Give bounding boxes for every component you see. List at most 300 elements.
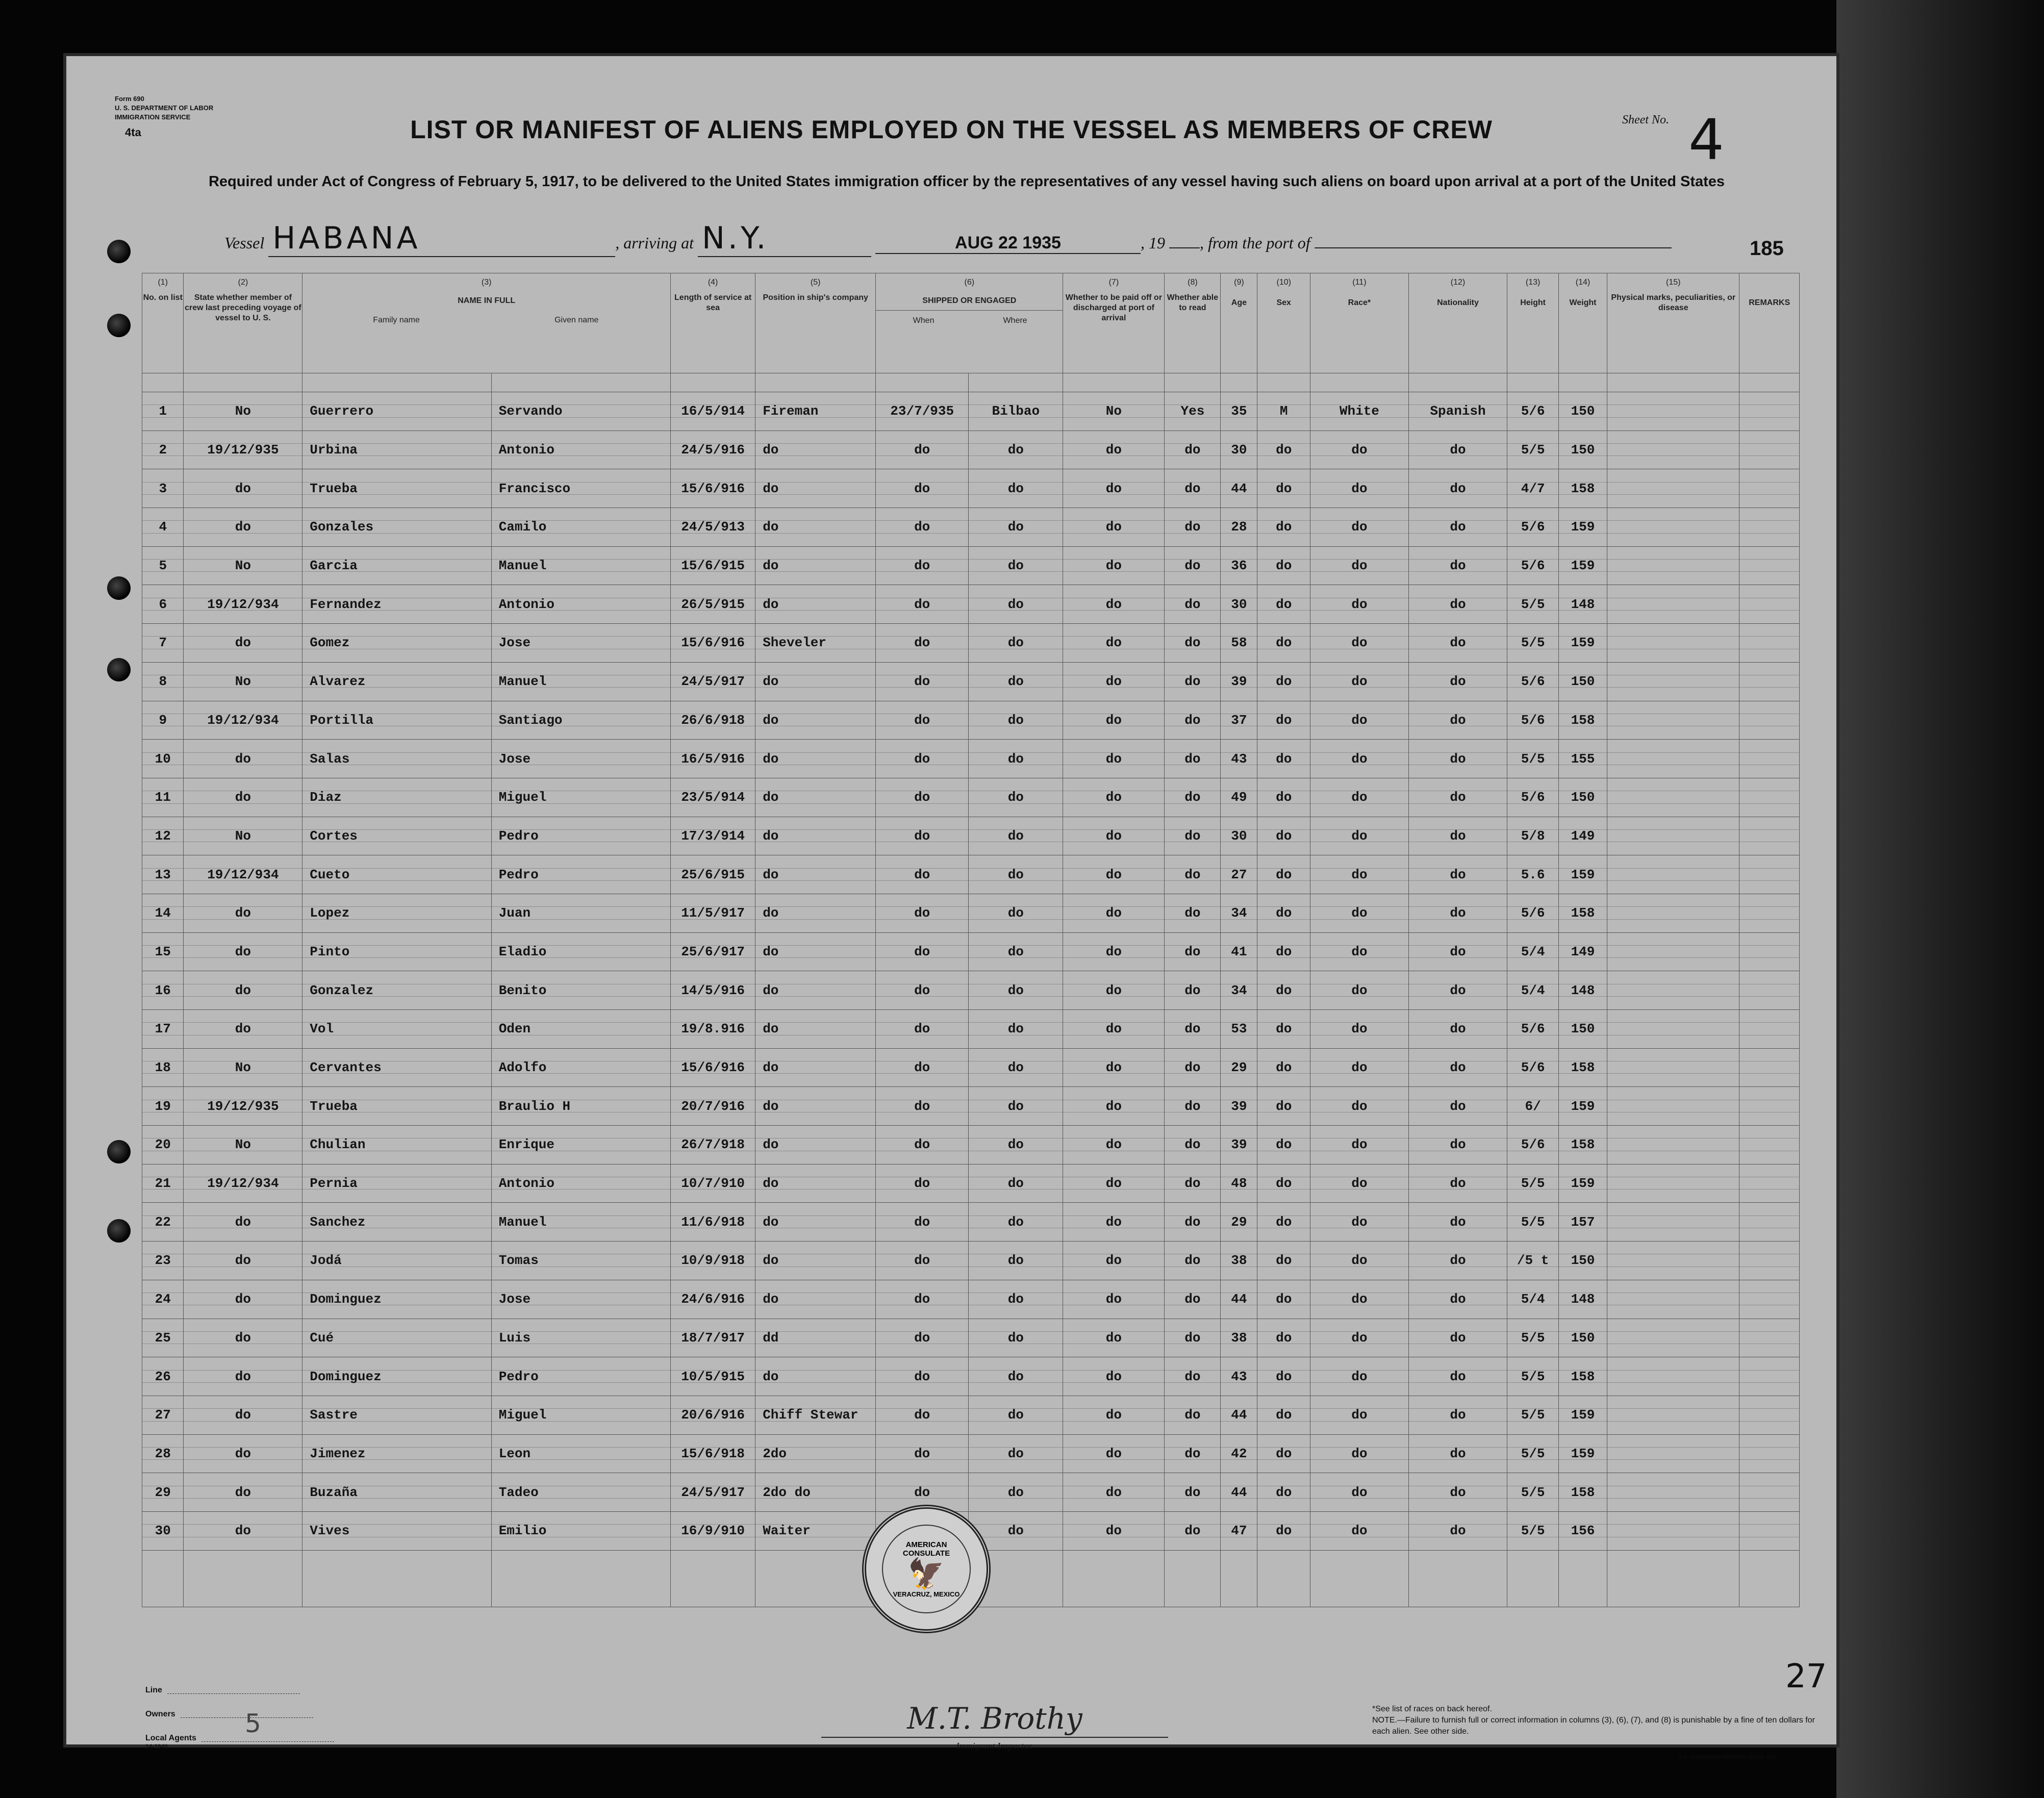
physical-marks-cell: [1607, 1048, 1739, 1087]
position-cell: Chiff Stewar: [755, 1396, 876, 1434]
race-cell: do: [1310, 855, 1409, 894]
family-name-cell: Jimenez: [302, 1434, 491, 1473]
race-cell: do: [1310, 1087, 1409, 1126]
previous-voyage-cell: No: [184, 662, 302, 701]
given-name-cell: Servando: [491, 392, 670, 431]
position-cell: do: [755, 701, 876, 740]
age-cell: 43: [1221, 1357, 1257, 1396]
shipped-when-cell: do: [876, 701, 969, 740]
given-name-cell: Emilio: [491, 1511, 670, 1550]
shipped-where-cell: do: [969, 1319, 1063, 1357]
remarks-cell: [1739, 1164, 1800, 1203]
previous-voyage-cell: do: [184, 1434, 302, 1473]
age-cell: 48: [1221, 1164, 1257, 1203]
weight-cell: 150: [1558, 1242, 1607, 1280]
remarks-cell: [1739, 1242, 1800, 1280]
length-of-service-cell: 16/5/914: [671, 392, 755, 431]
remarks-cell: [1739, 392, 1800, 431]
sex-cell: do: [1257, 624, 1310, 663]
length-of-service-cell: 26/5/915: [671, 585, 755, 624]
table-row: [142, 1357, 1800, 1396]
race-cell: do: [1310, 624, 1409, 663]
shipped-when-cell: do: [876, 624, 969, 663]
able-to-read-cell: do: [1165, 469, 1221, 508]
printing-office: U. S. GOVERNMENT PRINTING OFFICE: 1935: [1678, 1755, 1777, 1760]
paid-off-cell: do: [1063, 701, 1165, 740]
list-number-cell: 1: [142, 392, 184, 431]
paid-off-cell: do: [1063, 1511, 1165, 1550]
given-name-cell: Manuel: [491, 1203, 670, 1242]
nationality-cell: do: [1408, 585, 1507, 624]
previous-voyage-cell: 19/12/934: [184, 701, 302, 740]
shipped-where-cell: do: [969, 508, 1063, 547]
col-where: Where: [1003, 316, 1027, 325]
given-name-cell: Santiago: [491, 701, 670, 740]
list-number-cell: 23: [142, 1242, 184, 1280]
height-cell: 5/6: [1507, 392, 1559, 431]
table-row: [142, 624, 1800, 663]
family-name-cell: Cortes: [302, 817, 491, 855]
able-to-read-cell: do: [1165, 778, 1221, 817]
remarks-cell: [1739, 1010, 1800, 1049]
race-cell: do: [1310, 701, 1409, 740]
paid-off-cell: do: [1063, 1164, 1165, 1203]
col-age: (9) Age: [1221, 273, 1257, 373]
able-to-read-cell: do: [1165, 1357, 1221, 1396]
col-physical-marks: (15) Physical marks, peculiarities, or disease: [1607, 273, 1739, 373]
physical-marks-cell: [1607, 855, 1739, 894]
form-number: Form 690: [115, 95, 144, 103]
length-of-service-cell: 20/7/916: [671, 1087, 755, 1126]
able-to-read-cell: do: [1165, 971, 1221, 1010]
inspector-block: [821, 1701, 1168, 1752]
sex-cell: do: [1257, 1203, 1310, 1242]
family-name-cell: Gomez: [302, 624, 491, 663]
table-row: [142, 546, 1800, 585]
given-name-cell: Miguel: [491, 778, 670, 817]
height-cell: 5/6: [1507, 546, 1559, 585]
height-cell: /5 t: [1507, 1242, 1559, 1280]
age-cell: 34: [1221, 894, 1257, 932]
race-cell: do: [1310, 1357, 1409, 1396]
weight-cell: 155: [1558, 740, 1607, 778]
weight-cell: 159: [1558, 1087, 1607, 1126]
nationality-cell: do: [1408, 1087, 1507, 1126]
page-title: LIST OR MANIFEST OF ALIENS EMPLOYED ON THE VESSEL AS MEMBERS OF CREW: [410, 115, 1493, 144]
length-of-service-cell: 15/6/915: [671, 546, 755, 585]
family-name-cell: Gonzales: [302, 508, 491, 547]
shipped-where-cell: do: [969, 1434, 1063, 1473]
paid-off-cell: do: [1063, 546, 1165, 585]
sex-cell: do: [1257, 508, 1310, 547]
height-cell: 5/4: [1507, 971, 1559, 1010]
able-to-read-cell: do: [1165, 817, 1221, 855]
remarks-cell: [1739, 1048, 1800, 1087]
previous-voyage-cell: do: [184, 1396, 302, 1434]
remarks-cell: [1739, 546, 1800, 585]
arriving-port: N.Y.: [701, 220, 769, 256]
remarks-cell: [1739, 662, 1800, 701]
race-cell: do: [1310, 740, 1409, 778]
position-cell: do: [755, 855, 876, 894]
position-cell: do: [755, 430, 876, 469]
shipped-where-cell: do: [969, 894, 1063, 932]
previous-voyage-cell: 19/12/934: [184, 855, 302, 894]
physical-marks-cell: [1607, 701, 1739, 740]
list-number-cell: 11: [142, 778, 184, 817]
table-row: [142, 662, 1800, 701]
table-row: [142, 430, 1800, 469]
shipped-when-cell: do: [876, 1242, 969, 1280]
table-row: [142, 1242, 1800, 1280]
shipped-when-cell: do: [876, 1048, 969, 1087]
position-cell: do: [755, 508, 876, 547]
able-to-read-cell: do: [1165, 508, 1221, 547]
weight-cell: 157: [1558, 1203, 1607, 1242]
seal-bottom-text: VERACRUZ, MEXICO: [893, 1590, 960, 1598]
given-name-cell: Camilo: [491, 508, 670, 547]
physical-marks-cell: [1607, 585, 1739, 624]
paid-off-cell: do: [1063, 1280, 1165, 1319]
position-cell: do: [755, 1357, 876, 1396]
family-name-cell: Sanchez: [302, 1203, 491, 1242]
nationality-cell: do: [1408, 778, 1507, 817]
vessel-label: Vessel: [224, 234, 265, 252]
age-cell: 44: [1221, 469, 1257, 508]
weight-cell: 148: [1558, 585, 1607, 624]
previous-voyage-cell: No: [184, 546, 302, 585]
col-length-of-service: (4) Length of service at sea: [671, 273, 755, 373]
list-number-cell: 9: [142, 701, 184, 740]
page-subtitle: Required under Act of Congress of February 5, 1917, to be delivered to the United States immigration officer by the representatives of any vessel having such aliens on board upon arrival at a port of the United States: [208, 173, 1725, 190]
sex-cell: do: [1257, 1319, 1310, 1357]
sex-cell: do: [1257, 1087, 1310, 1126]
sheet-no-value: 4: [1688, 107, 1724, 172]
shipped-where-cell: do: [969, 585, 1063, 624]
shipped-when-cell: do: [876, 894, 969, 932]
previous-voyage-cell: do: [184, 1242, 302, 1280]
weight-cell: 150: [1558, 1319, 1607, 1357]
age-cell: 44: [1221, 1280, 1257, 1319]
shipped-where-cell: do: [969, 817, 1063, 855]
height-cell: 5/5: [1507, 1396, 1559, 1434]
able-to-read-cell: do: [1165, 1242, 1221, 1280]
paid-off-cell: do: [1063, 778, 1165, 817]
list-number-cell: 21: [142, 1164, 184, 1203]
length-of-service-cell: 24/5/916: [671, 430, 755, 469]
table-row: [142, 1048, 1800, 1087]
height-cell: 5/6: [1507, 894, 1559, 932]
able-to-read-cell: do: [1165, 1010, 1221, 1049]
family-name-cell: Vol: [302, 1010, 491, 1049]
paid-off-cell: do: [1063, 1048, 1165, 1087]
paid-off-cell: do: [1063, 1357, 1165, 1396]
position-cell: do: [755, 1280, 876, 1319]
page-number: 185: [1750, 237, 1784, 260]
race-cell: do: [1310, 1396, 1409, 1434]
weight-cell: 150: [1558, 778, 1607, 817]
paid-off-cell: do: [1063, 1473, 1165, 1512]
shipped-when-cell: do: [876, 1164, 969, 1203]
weight-cell: 150: [1558, 662, 1607, 701]
position-cell: do: [755, 740, 876, 778]
physical-marks-cell: [1607, 1087, 1739, 1126]
length-of-service-cell: 18/7/917: [671, 1319, 755, 1357]
remarks-cell: [1739, 894, 1800, 932]
nationality-cell: do: [1408, 662, 1507, 701]
height-cell: 5/5: [1507, 1319, 1559, 1357]
list-number-cell: 19: [142, 1087, 184, 1126]
shipped-when-cell: do: [876, 778, 969, 817]
nationality-cell: Spanish: [1408, 392, 1507, 431]
given-name-cell: Francisco: [491, 469, 670, 508]
length-of-service-cell: 14/5/916: [671, 971, 755, 1010]
shipped-when-cell: do: [876, 971, 969, 1010]
race-cell: do: [1310, 430, 1409, 469]
table-row: [142, 817, 1800, 855]
age-cell: 35: [1221, 392, 1257, 431]
family-name-cell: Guerrero: [302, 392, 491, 431]
inspector-signature: M.T. Brothy: [907, 1701, 1082, 1736]
sex-cell: do: [1257, 1126, 1310, 1164]
length-of-service-cell: 19/8.916: [671, 1010, 755, 1049]
race-cell: do: [1310, 894, 1409, 932]
physical-marks-cell: [1607, 508, 1739, 547]
shipped-when-cell: do: [876, 1434, 969, 1473]
sex-cell: do: [1257, 932, 1310, 971]
table-row: [142, 1396, 1800, 1434]
given-name-cell: Enrique: [491, 1126, 670, 1164]
binder-hole: [107, 240, 131, 263]
shipped-where-cell: do: [969, 624, 1063, 663]
shipped-when-cell: do: [876, 740, 969, 778]
shipped-where-cell: do: [969, 1396, 1063, 1434]
nationality-cell: do: [1408, 1048, 1507, 1087]
family-name-cell: Jodá: [302, 1242, 491, 1280]
physical-marks-cell: [1607, 1357, 1739, 1396]
sex-cell: do: [1257, 971, 1310, 1010]
sex-cell: do: [1257, 1280, 1310, 1319]
given-name-cell: Tadeo: [491, 1473, 670, 1512]
shipped-where-cell: do: [969, 1280, 1063, 1319]
sex-cell: do: [1257, 1010, 1310, 1049]
remarks-cell: [1739, 740, 1800, 778]
race-cell: do: [1310, 1203, 1409, 1242]
age-cell: 30: [1221, 430, 1257, 469]
nationality-cell: do: [1408, 1319, 1507, 1357]
length-of-service-cell: 16/5/916: [671, 740, 755, 778]
shipped-where-cell: do: [969, 740, 1063, 778]
nationality-cell: do: [1408, 1511, 1507, 1550]
from-port: [1315, 247, 1672, 248]
paid-off-cell: do: [1063, 740, 1165, 778]
binder-hole: [107, 1219, 131, 1243]
nationality-cell: do: [1408, 1010, 1507, 1049]
position-cell: do: [755, 1126, 876, 1164]
shipped-when-cell: do: [876, 546, 969, 585]
able-to-read-cell: do: [1165, 585, 1221, 624]
shipped-where-cell: do: [969, 701, 1063, 740]
height-cell: 5.6: [1507, 855, 1559, 894]
age-cell: 43: [1221, 740, 1257, 778]
paid-off-cell: do: [1063, 508, 1165, 547]
shipped-where-cell: do: [969, 971, 1063, 1010]
given-name-cell: Manuel: [491, 546, 670, 585]
length-of-service-cell: 11/6/918: [671, 1203, 755, 1242]
inspector-label: Immigrant Inspector.: [821, 1737, 1168, 1752]
shipped-when-cell: do: [876, 1010, 969, 1049]
department-line: U. S. DEPARTMENT OF LABOR: [115, 104, 214, 112]
table-row: [142, 971, 1800, 1010]
previous-voyage-cell: do: [184, 971, 302, 1010]
position-cell: 2do do: [755, 1473, 876, 1512]
height-cell: 5/6: [1507, 1048, 1559, 1087]
weight-cell: 149: [1558, 932, 1607, 971]
list-number-cell: 24: [142, 1280, 184, 1319]
length-of-service-cell: 26/7/918: [671, 1126, 755, 1164]
position-cell: dd: [755, 1319, 876, 1357]
physical-marks-cell: [1607, 971, 1739, 1010]
nationality-cell: do: [1408, 817, 1507, 855]
given-name-cell: Leon: [491, 1434, 670, 1473]
sex-cell: M: [1257, 392, 1310, 431]
weight-cell: 156: [1558, 1511, 1607, 1550]
physical-marks-cell: [1607, 817, 1739, 855]
race-cell: do: [1310, 1434, 1409, 1473]
race-cell: do: [1310, 817, 1409, 855]
position-cell: do: [755, 778, 876, 817]
age-cell: 30: [1221, 817, 1257, 855]
paid-off-cell: do: [1063, 585, 1165, 624]
sex-cell: do: [1257, 1434, 1310, 1473]
able-to-read-cell: do: [1165, 1164, 1221, 1203]
race-cell: do: [1310, 1126, 1409, 1164]
header-spacer-row: [142, 373, 1800, 392]
height-cell: 5/6: [1507, 662, 1559, 701]
family-name-cell: Dominguez: [302, 1357, 491, 1396]
sex-cell: do: [1257, 662, 1310, 701]
col-previous-voyage: (2) State whether member of crew last preceding voyage of vessel to U. S.: [184, 273, 302, 373]
remarks-cell: [1739, 430, 1800, 469]
remarks-cell: [1739, 701, 1800, 740]
paid-off-cell: do: [1063, 1242, 1165, 1280]
age-cell: 41: [1221, 932, 1257, 971]
physical-marks-cell: [1607, 1010, 1739, 1049]
previous-voyage-cell: No: [184, 817, 302, 855]
shipped-when-cell: do: [876, 855, 969, 894]
binder-hole: [107, 314, 131, 337]
family-name-cell: Urbina: [302, 430, 491, 469]
age-cell: 39: [1221, 1126, 1257, 1164]
previous-voyage-cell: do: [184, 1010, 302, 1049]
able-to-read-cell: do: [1165, 1048, 1221, 1087]
list-number-cell: 3: [142, 469, 184, 508]
able-to-read-cell: do: [1165, 1511, 1221, 1550]
crew-manifest-table: [142, 273, 1800, 1607]
eagle-icon: 🦅: [907, 1557, 945, 1590]
weight-cell: 159: [1558, 546, 1607, 585]
given-name-cell: Jose: [491, 624, 670, 663]
col-name-in-full: (3) NAME IN FULL Family name Given name: [302, 273, 671, 373]
paid-off-cell: do: [1063, 1126, 1165, 1164]
weight-cell: 159: [1558, 1164, 1607, 1203]
height-cell: 5/5: [1507, 624, 1559, 663]
previous-voyage-cell: 19/12/934: [184, 1164, 302, 1203]
able-to-read-cell: Yes: [1165, 392, 1221, 431]
age-cell: 28: [1221, 508, 1257, 547]
length-of-service-cell: 20/6/916: [671, 1396, 755, 1434]
local-agents-label: Local Agents: [145, 1734, 196, 1742]
age-cell: 37: [1221, 701, 1257, 740]
department-subline: IMMIGRATION SERVICE: [115, 113, 191, 121]
remarks-cell: [1739, 508, 1800, 547]
sex-cell: do: [1257, 469, 1310, 508]
height-cell: 5/5: [1507, 585, 1559, 624]
weight-cell: 159: [1558, 624, 1607, 663]
nationality-cell: do: [1408, 1357, 1507, 1396]
list-number-cell: 15: [142, 932, 184, 971]
family-name-cell: Garcia: [302, 546, 491, 585]
weight-cell: 158: [1558, 469, 1607, 508]
able-to-read-cell: do: [1165, 1434, 1221, 1473]
length-of-service-cell: 15/6/916: [671, 624, 755, 663]
shipped-where-cell: do: [969, 1126, 1063, 1164]
arriving-label: arriving at: [623, 234, 694, 252]
length-of-service-cell: 15/6/916: [671, 1048, 755, 1087]
height-cell: 5/6: [1507, 701, 1559, 740]
remarks-cell: [1739, 1511, 1800, 1550]
previous-voyage-cell: do: [184, 1319, 302, 1357]
race-cell: do: [1310, 1280, 1409, 1319]
given-name-cell: Antonio: [491, 1164, 670, 1203]
list-number-cell: 28: [142, 1434, 184, 1473]
date-stamp: AUG 22 1935: [955, 233, 1061, 252]
from-label: from the port of: [1207, 234, 1310, 252]
able-to-read-cell: do: [1165, 662, 1221, 701]
col-when: When: [913, 316, 935, 325]
given-name-cell: Pedro: [491, 1357, 670, 1396]
family-name-cell: Pernia: [302, 1164, 491, 1203]
sex-cell: do: [1257, 1511, 1310, 1550]
previous-voyage-cell: do: [184, 1357, 302, 1396]
given-name-cell: Adolfo: [491, 1048, 670, 1087]
list-number-cell: 8: [142, 662, 184, 701]
age-cell: 38: [1221, 1319, 1257, 1357]
length-of-service-cell: 24/5/917: [671, 1473, 755, 1512]
paid-off-cell: do: [1063, 1396, 1165, 1434]
remarks-cell: [1739, 1357, 1800, 1396]
shipped-when-cell: do: [876, 1126, 969, 1164]
footer-labels: [145, 1678, 334, 1750]
table-row: [142, 1434, 1800, 1473]
nationality-cell: do: [1408, 1164, 1507, 1203]
shipped-where-cell: do: [969, 546, 1063, 585]
weight-cell: 158: [1558, 1126, 1607, 1164]
table-row: [142, 701, 1800, 740]
list-number-cell: 18: [142, 1048, 184, 1087]
position-cell: Waiter: [755, 1511, 876, 1550]
physical-marks-cell: [1607, 1242, 1739, 1280]
able-to-read-cell: do: [1165, 894, 1221, 932]
paid-off-cell: do: [1063, 817, 1165, 855]
able-to-read-cell: do: [1165, 701, 1221, 740]
list-number-cell: 13: [142, 855, 184, 894]
list-number-cell: 10: [142, 740, 184, 778]
given-name-cell: Jose: [491, 740, 670, 778]
previous-voyage-cell: do: [184, 624, 302, 663]
position-cell: do: [755, 1087, 876, 1126]
age-cell: 38: [1221, 1242, 1257, 1280]
